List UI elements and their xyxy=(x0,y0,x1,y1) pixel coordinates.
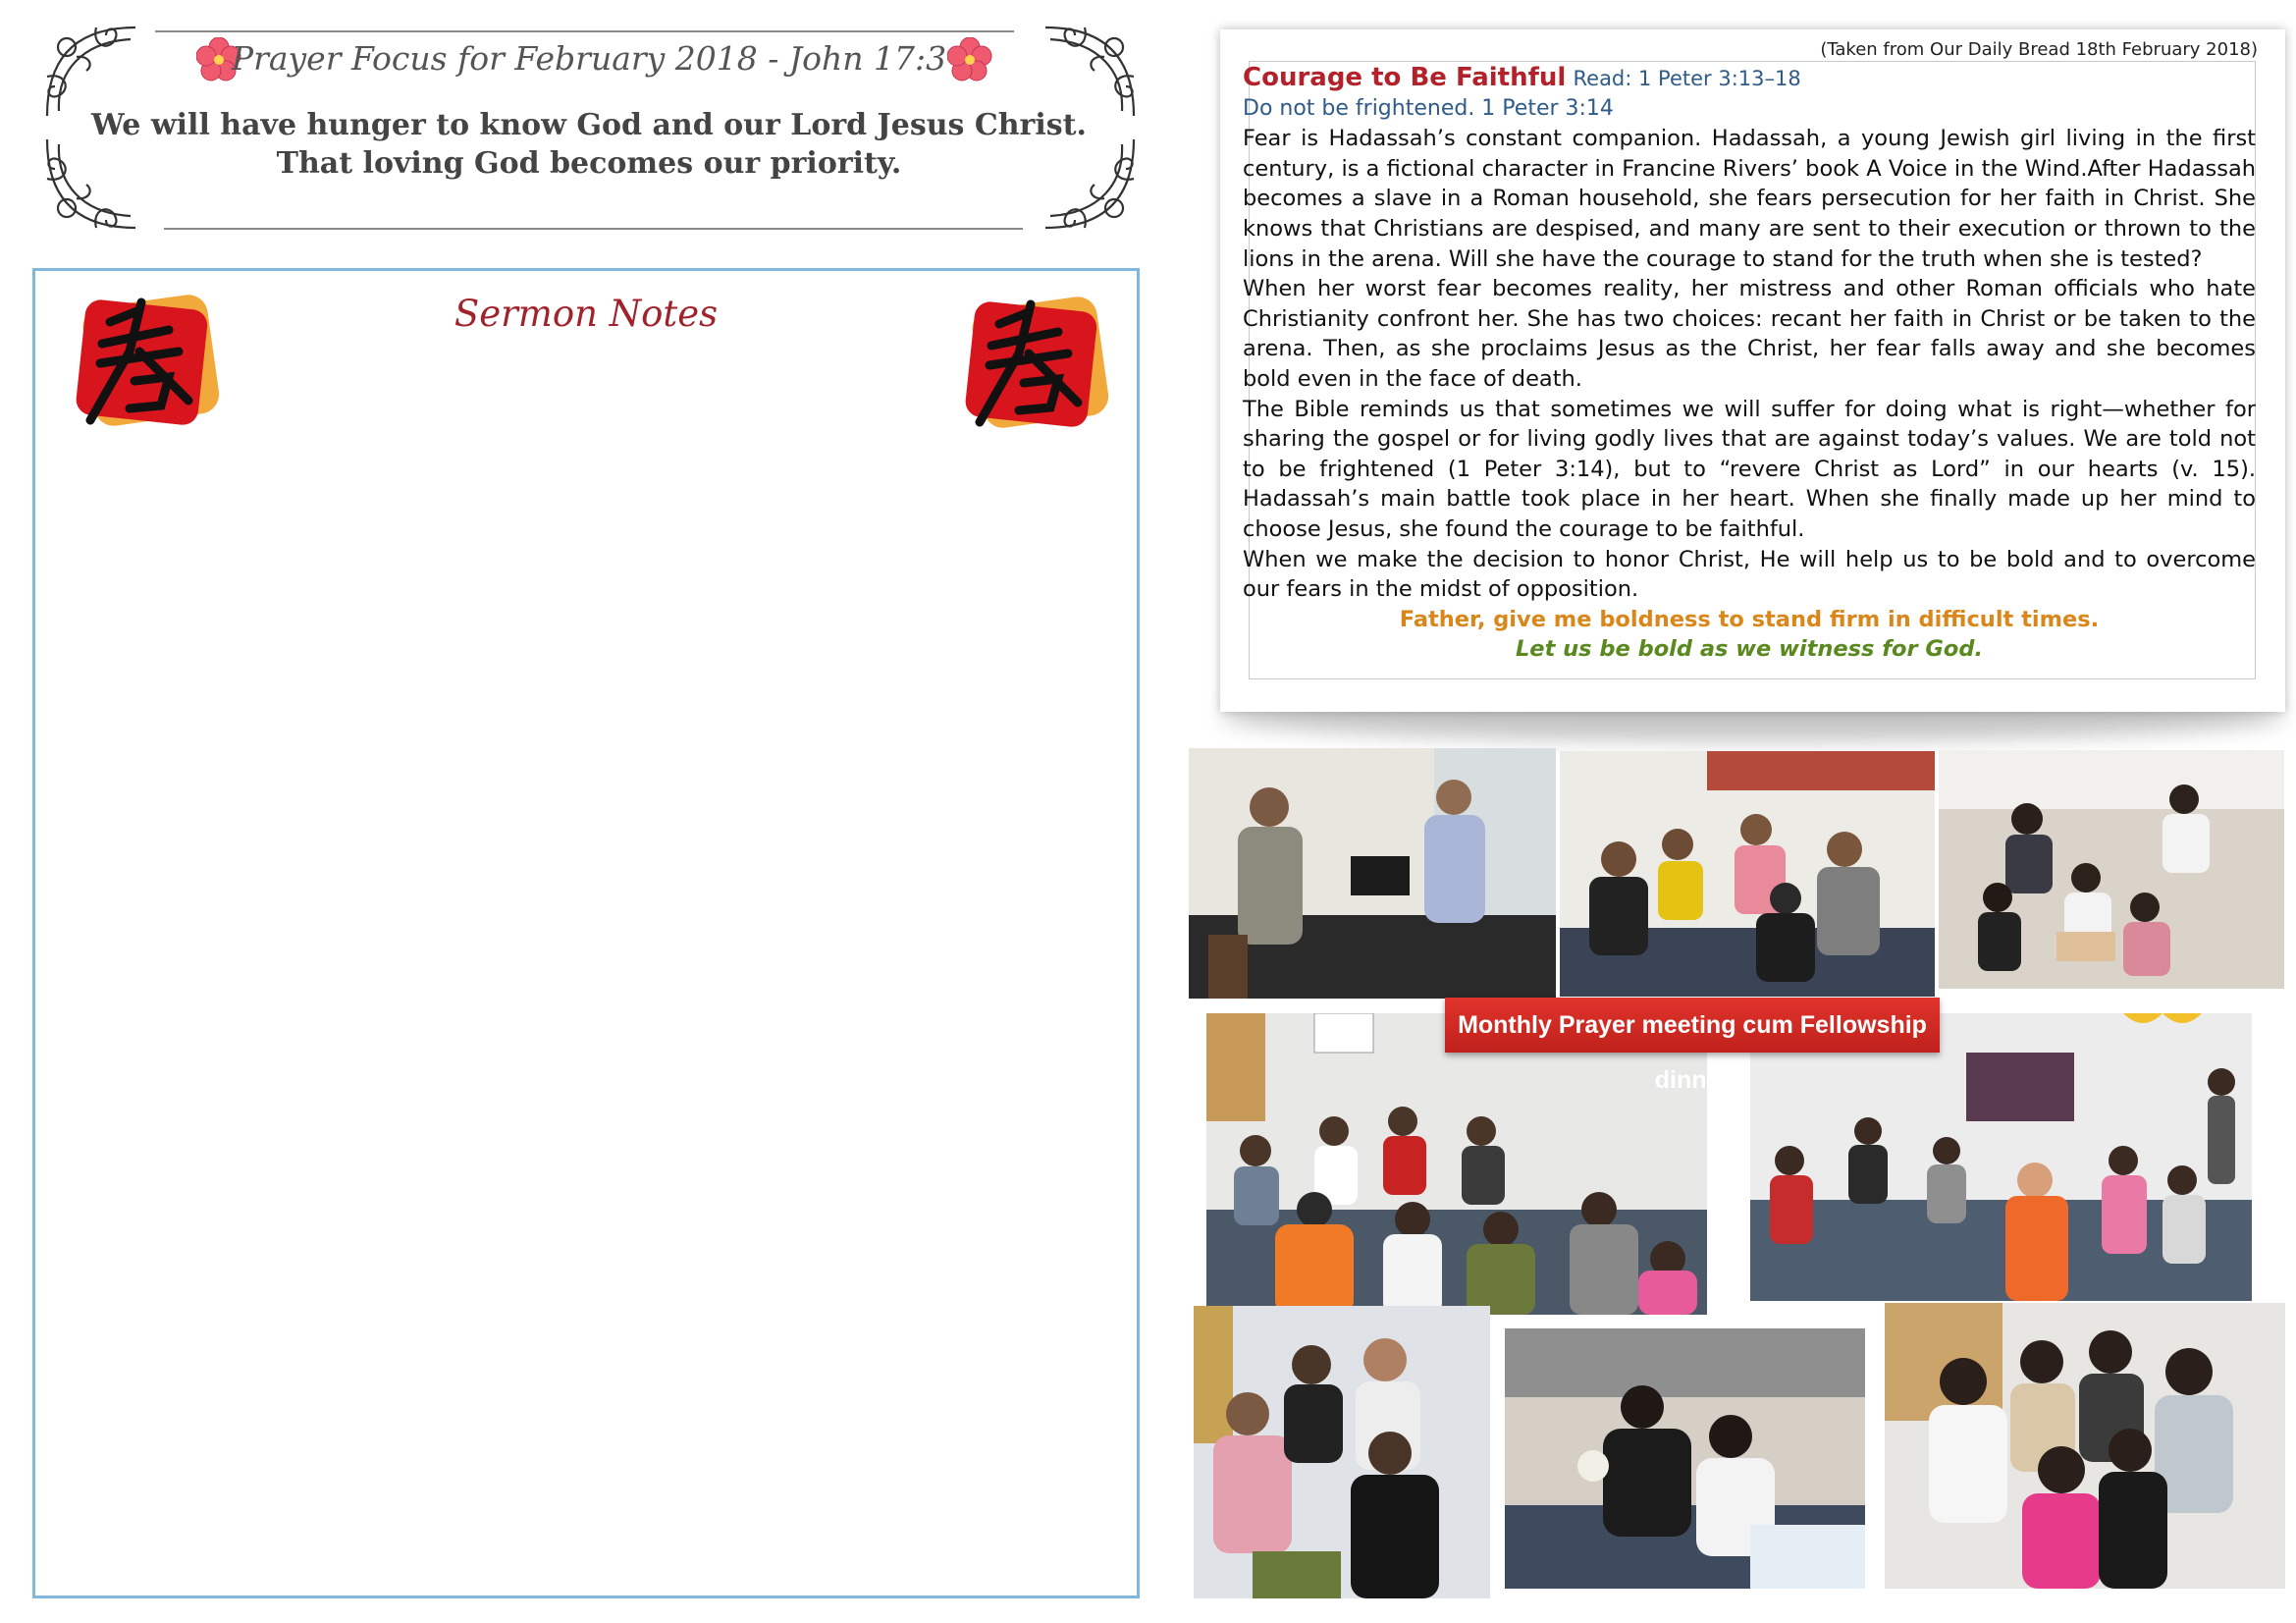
sermon-notes-box xyxy=(32,268,1140,1598)
photo-worship-service xyxy=(1750,1013,2252,1301)
photo-fellowship-room xyxy=(1206,1013,1707,1315)
devotional-thought: Let us be bold as we witness for God. xyxy=(1515,636,1984,663)
prayer-focus-line: That loving God becomes our priority. xyxy=(276,146,902,181)
gallery-banner: Monthly Prayer meeting cum Fellowship dinner xyxy=(1445,998,1940,1053)
photo-youth-group xyxy=(1939,750,2284,989)
devotional-paragraph: Fear is Hadassah’s constant companion. Hadassah, a young Jewish girl living in the first century, is a fictional character in Francine Rivers’ book A Voice in the Wind.After Hadassah becomes a slave in a Roman household, she fears persecution for her faith in Christ. She knows that Christians are despised, and many are sent to their execution or thrown to the lions in the arena. Will she have the courage to stand for the truth when she is tested? xyxy=(1243,126,2256,272)
photo-worship-leaders xyxy=(1189,748,1556,999)
devotional-body xyxy=(1243,63,2256,665)
devotional-key-verse: Do not be frightened. 1 Peter 3:14 xyxy=(1243,95,1614,121)
devotional-source: (Taken from Our Daily Bread 18th February 2018) xyxy=(1820,39,2258,60)
photo-women-group xyxy=(1885,1303,2285,1589)
divider xyxy=(155,30,1014,32)
devotional-title: Courage to Be Faithful xyxy=(1243,63,1567,92)
divider xyxy=(164,228,1023,230)
prayer-focus-line: We will have hunger to know God and our Lord Jesus Christ. xyxy=(91,108,1087,142)
spring-character-icon xyxy=(960,285,1122,442)
prayer-focus-title: Prayer Focus for February 2018 - John 17:3 xyxy=(231,39,947,78)
sermon-notes-title: Sermon Notes xyxy=(454,293,719,335)
devotional-prayer: Father, give me boldness to stand firm in difficult times. xyxy=(1399,606,2100,632)
devotional-reading: Read: 1 Peter 3:13–18 xyxy=(1573,67,1801,90)
devotional-paragraph: When her worst fear becomes reality, her mistress and other Roman officials who hate Christianity confront her. She has two choices: recant her faith in Christ or be taken to the arena. Then, as she proclaims Jesus as the Christ, her fear falls away and she becomes bold even in the face of death. xyxy=(1243,276,2256,392)
devotional-paragraph: The Bible reminds us that sometimes we will suffer for doing what is right—whether for sharing the gospel or for living godly lives that are against today’s values. We are told not to be frightened (1 Peter 3:14), but to “revere Christ as Lord” in our hearts (v. 15). Hadassah’s main battle took place in her heart. When she finally made up her mind to choose Jesus, she found the courage to be faithful. xyxy=(1243,396,2256,542)
spring-character-icon xyxy=(71,283,233,440)
photo-men-group xyxy=(1194,1306,1490,1598)
devotional-paragraph: When we make the decision to honor Christ, He will help us to be bold and to overcome our fears in the midst of opposition. xyxy=(1243,546,2256,603)
photo-young-women xyxy=(1505,1328,1865,1589)
photo-group-discussion xyxy=(1560,751,1935,997)
prayer-focus-text xyxy=(39,106,1139,183)
